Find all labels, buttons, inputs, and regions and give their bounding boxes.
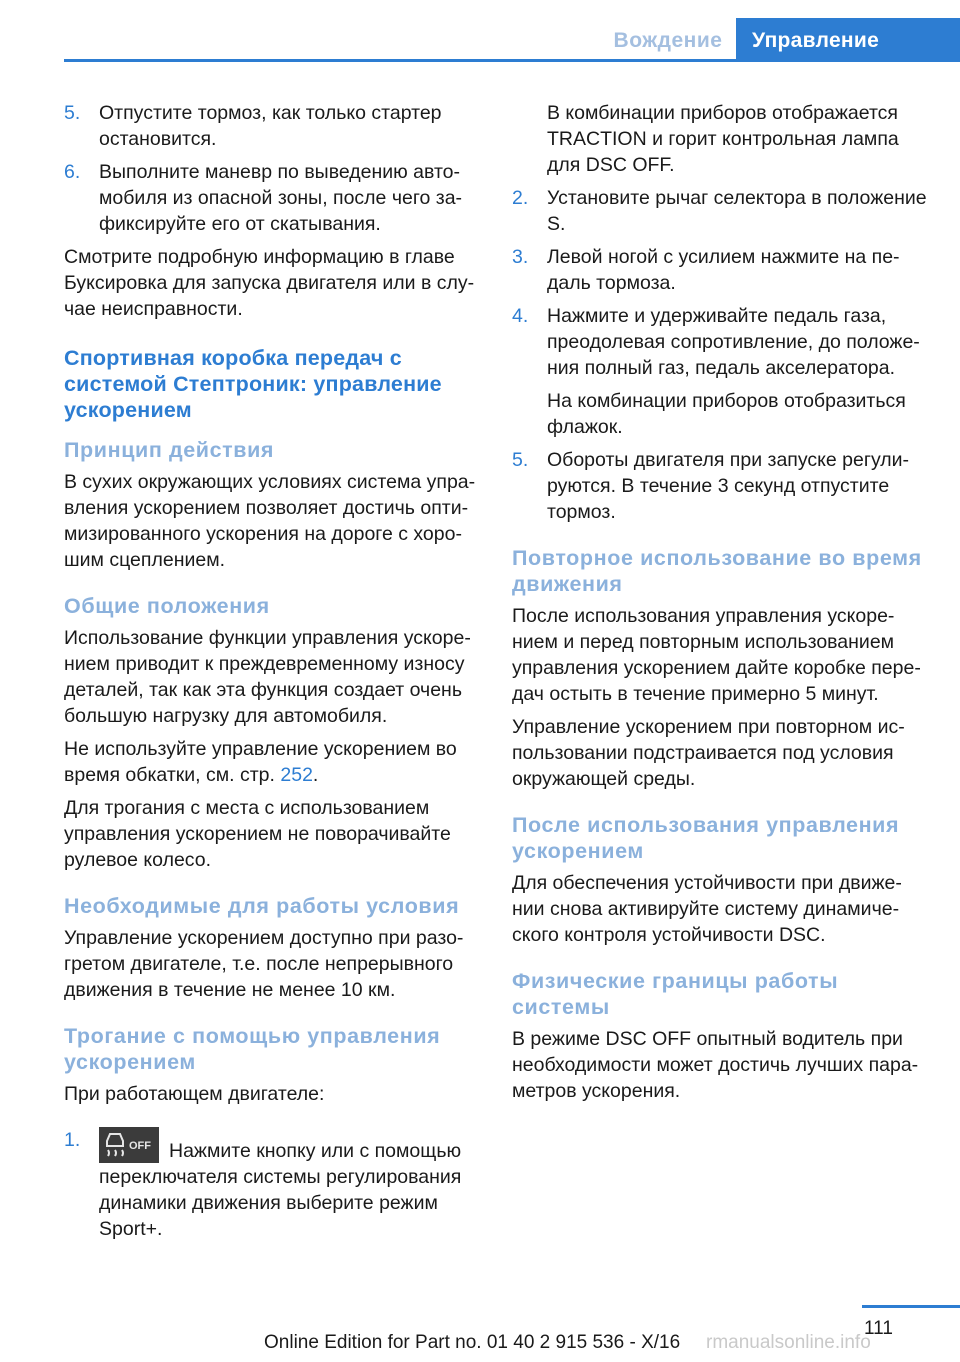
tab-controls[interactable]: Управление: [736, 18, 960, 62]
general-paragraph-3: Для трогания с места с использованием управления ускорением не поворачивайте рулевое колесо.: [64, 797, 451, 871]
step-number: 5.: [512, 449, 529, 471]
watermark: rmanualsonline.info: [706, 1332, 871, 1353]
footer-rule: [862, 1305, 960, 1308]
step-text: Установите рычаг селектора в положение S.: [547, 187, 927, 235]
repeat-paragraph-2: Управление ускорением при повторном ис‐пользовании подстраивается под условия окружающей среды.: [512, 716, 905, 790]
general-paragraph-2: [64, 736, 476, 788]
step-text: Выполните маневр по выведению авто‐мобиля из опасной зоны, после чего за‐фиксируйте его от скатывания.: [99, 161, 463, 235]
edition-line: Online Edition for Part no. 01 40 2 915 536 - X/16: [264, 1332, 681, 1353]
subheading-after: После использования управления ускорением: [512, 813, 900, 863]
left-column: [64, 100, 476, 1249]
subheading-conditions: Необходимые для работы условия: [64, 894, 460, 918]
towing-paragraph: Смотрите подробную информацию в главе Буксировка для запуска двигателя или в слу‐чае неисправности.: [64, 246, 475, 320]
step-5-left: [64, 100, 476, 152]
subheading-repeat: Повторное использование во время движения: [512, 546, 922, 596]
principle-paragraph: В сухих окружающих условиях система упра‐вления ускорением позволяет достичь опти‐мизированного ускорения на дороге с хоро‐шим сцеплением.: [64, 471, 476, 571]
step-number: 6.: [64, 161, 81, 183]
page-link-252[interactable]: 252: [280, 764, 313, 786]
step-5-right: [512, 447, 928, 525]
step-text: Обороты двигателя при запуске регули‐руются. В течение 3 секунд отпустите тормоз.: [547, 449, 910, 523]
dsc-off-icon: [99, 1127, 159, 1163]
step-number: 2.: [512, 187, 529, 209]
step-1-left: [64, 1127, 476, 1242]
subheading-start: Трогание с помощью управления ускорением: [64, 1024, 441, 1074]
step-number: 3.: [512, 246, 529, 268]
step-text: Нажмите кнопку или с помощью переключателя системы регулирования динамики движения выберите режим Sport+.: [99, 1140, 462, 1240]
step-3-right: [512, 244, 928, 296]
limits-paragraph: В режиме DSC OFF опытный водитель при необходимости может достичь лучших пара‐метров ускорения.: [512, 1028, 919, 1102]
step-text: Левой ногой с усилием нажмите на пе‐даль тормоза.: [547, 246, 900, 294]
start-paragraph: При работающем двигателе:: [64, 1083, 325, 1105]
general-paragraph-1: Использование функции управления ускоре‐нием приводит к преждевременному износу деталей, так как эта функция создает очень большую нагрузку для автомобиля.: [64, 627, 471, 727]
step-2-right: [512, 185, 928, 237]
traction-paragraph: В комбинации приборов отображается TRACTION и горит контрольная лампа для DSC OFF.: [547, 102, 899, 176]
svg-text:OFF: OFF: [129, 1140, 151, 1152]
after-paragraph: Для обеспечения устойчивости при движе‐нии снова активируйте систему динамиче‐ского контроля устойчивости DSC.: [512, 872, 902, 946]
flag-paragraph: На комбинации приборов отобразиться флажок.: [547, 390, 906, 438]
step-6-left: [64, 159, 476, 237]
step-text: Отпустите тормоз, как только стартер остановится.: [99, 102, 442, 150]
header-rule: [64, 59, 960, 62]
right-column: [512, 100, 928, 1111]
step-4-right: [512, 303, 928, 381]
repeat-paragraph-1: После использования управления ускоре‐нием и перед повторным использованием управления ускорением дайте коробке пере‐дач остыть в течение примерно 5 минут.: [512, 605, 921, 705]
general-paragraph-2-text: Не используйте управление ускорением во время обкатки, см. стр.: [64, 738, 457, 786]
subheading-limits: Физические границы работы системы: [512, 969, 839, 1019]
subheading-principle: Принцип действия: [64, 438, 275, 462]
subheading-general: Общие положения: [64, 594, 270, 618]
page-header: [0, 0, 960, 62]
general-paragraph-2-end: .: [312, 764, 319, 786]
page-number: 111: [864, 1318, 893, 1339]
section-heading-launch-control: Спортивная коробка передач с системой Стептроник: управление ускорением: [64, 346, 442, 422]
step-number: 1.: [64, 1129, 81, 1151]
step-text: Нажмите и удерживайте педаль газа, преодолевая сопротивление, до положе‐ния полный газ, педаль акселератора.: [547, 305, 920, 379]
conditions-paragraph: Управление ускорением доступно при разо‐гретом двигателе, т.е. после непрерывного движения в течение не менее 10 км.: [64, 927, 464, 1001]
step-number: 4.: [512, 305, 529, 327]
step-number: 5.: [64, 102, 81, 124]
tab-driving[interactable]: Вождение: [613, 29, 723, 52]
